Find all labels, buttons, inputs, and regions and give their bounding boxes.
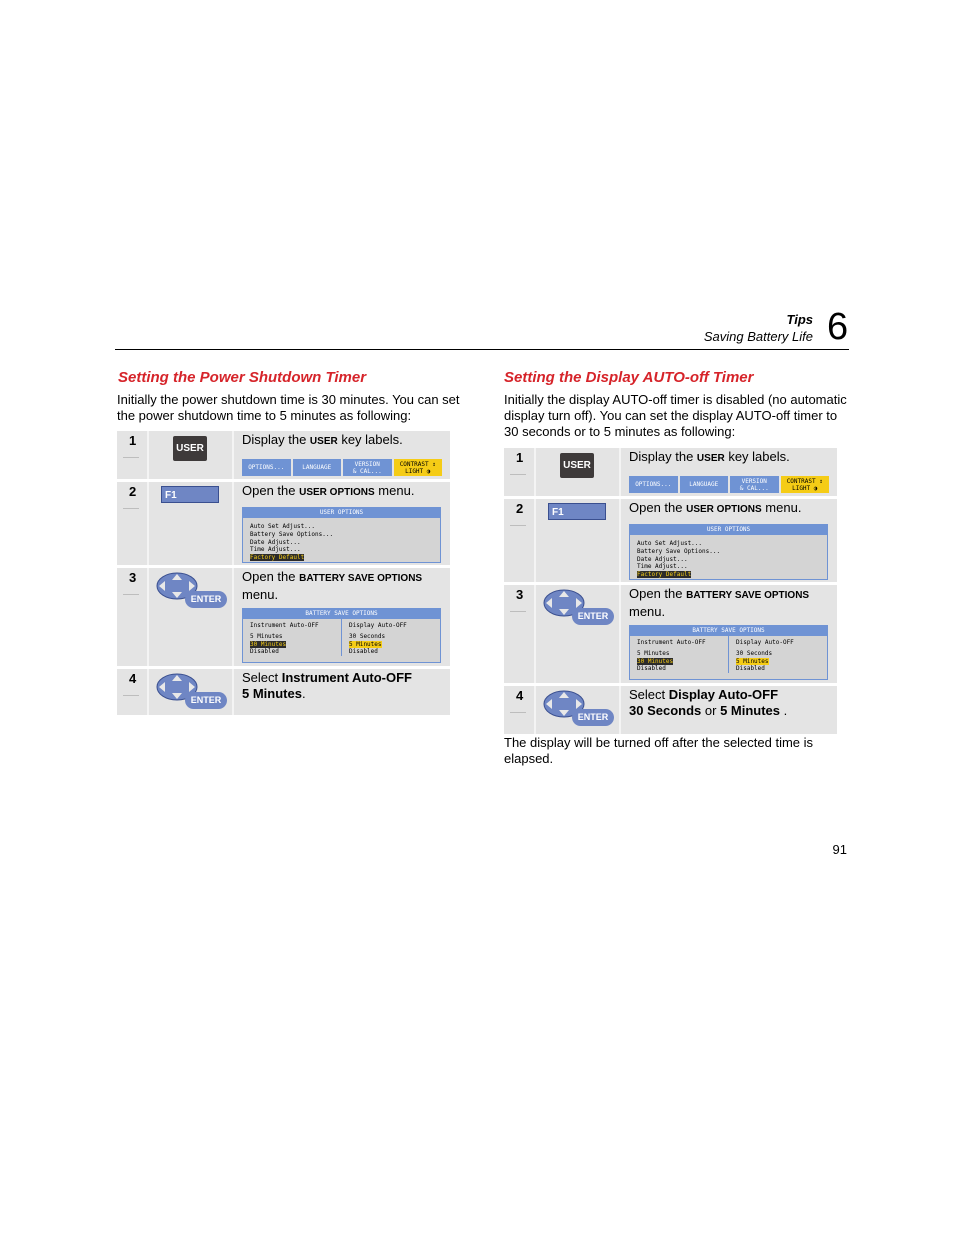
table-row xyxy=(504,448,837,499)
enter-key-icon: ENTER xyxy=(185,591,227,608)
step-number: 2 xyxy=(129,484,137,499)
enter-key-icon: ENTER xyxy=(185,692,227,709)
chapter-number: 6 xyxy=(827,306,849,348)
keybar-version: VERSION & CAL... xyxy=(730,476,779,493)
navigation-pad-icon xyxy=(542,689,614,731)
step-text: Open the BATTERY SAVE OPTIONS menu. xyxy=(629,586,810,619)
user-key-labels xyxy=(629,476,829,493)
step-text: Open the USER OPTIONS menu. xyxy=(242,483,415,498)
navigation-pad-icon xyxy=(155,571,227,613)
step-number: 4 xyxy=(129,671,137,686)
chapter-title: Tips xyxy=(786,312,813,327)
battery-save-screen: BATTERY SAVE OPTIONS Instrument Auto-OFF 5 Minutes 30 Minutes Disabled Display Auto-OFF 30 Seconds 5 Minutes Disabled xyxy=(242,608,441,663)
navigation-pad-icon xyxy=(155,672,227,714)
right-steps-table xyxy=(504,448,837,734)
left-steps-table xyxy=(117,431,450,718)
user-key-labels xyxy=(242,459,442,476)
right-intro: Initially the display AUTO-off timer is disabled (no automatic display turn off). You can set the display AUTO-off timer to 30 seconds or to 5 minutes as following: xyxy=(504,392,847,439)
navigation-pad-icon xyxy=(542,588,614,630)
step-text: Display the USER key labels. xyxy=(242,432,403,447)
left-intro: Initially the power shutdown time is 30 minutes. You can set the power shutdown time to 5 minutes as following: xyxy=(117,392,460,423)
f1-key-icon: F1 xyxy=(548,503,606,520)
user-key-icon: USER xyxy=(560,453,594,478)
user-options-screen: USER OPTIONS Auto Set Adjust... Battery Save Options... Date Adjust... Time Adjust... Factory Default xyxy=(629,524,828,580)
keybar-language: LANGUAGE xyxy=(680,476,729,493)
step-text: Open the USER OPTIONS menu. xyxy=(629,500,802,515)
keybar-options: OPTIONS... xyxy=(242,459,291,476)
step-number: 3 xyxy=(516,587,524,602)
keybar-language: LANGUAGE xyxy=(293,459,342,476)
header-rule xyxy=(115,349,849,350)
step-number: 4 xyxy=(516,688,524,703)
table-row xyxy=(117,669,450,718)
table-row xyxy=(504,686,837,734)
keybar-contrast: CONTRAST ↕ LIGHT ◑ xyxy=(394,459,443,476)
table-row xyxy=(504,585,837,686)
step-number: 1 xyxy=(129,433,137,448)
step-number: 2 xyxy=(516,501,524,516)
keybar-options: OPTIONS... xyxy=(629,476,678,493)
right-section-title: Setting the Display AUTO-off Timer xyxy=(504,369,754,386)
enter-key-icon: ENTER xyxy=(572,709,614,726)
user-options-screen: USER OPTIONS Auto Set Adjust... Battery Save Options... Date Adjust... Time Adjust... Factory Default xyxy=(242,507,441,563)
table-row xyxy=(117,482,450,568)
left-section-title: Setting the Power Shutdown Timer xyxy=(118,369,367,386)
table-row xyxy=(117,431,450,482)
step-number: 3 xyxy=(129,570,137,585)
step-text: Select Display Auto-OFF 30 Seconds or 5 Minutes . xyxy=(629,687,788,718)
step-text: Select Instrument Auto-OFF 5 Minutes. xyxy=(242,670,412,701)
battery-save-screen: BATTERY SAVE OPTIONS Instrument Auto-OFF 5 Minutes 30 Minutes Disabled Display Auto-OFF 30 Seconds 5 Minutes Disabled xyxy=(629,625,828,680)
step-text: Display the USER key labels. xyxy=(629,449,790,464)
table-row xyxy=(504,499,837,585)
table-row xyxy=(117,568,450,669)
step-text: Open the BATTERY SAVE OPTIONS menu. xyxy=(242,569,423,602)
user-key-icon: USER xyxy=(173,436,207,461)
keybar-contrast: CONTRAST ↕ LIGHT ◑ xyxy=(781,476,830,493)
page-number: 91 xyxy=(832,842,847,857)
keybar-version: VERSION & CAL... xyxy=(343,459,392,476)
step-number: 1 xyxy=(516,450,524,465)
right-footer-text: The display will be turned off after the selected time is elapsed. xyxy=(504,735,814,766)
f1-key-icon: F1 xyxy=(161,486,219,503)
enter-key-icon: ENTER xyxy=(572,608,614,625)
section-title: Saving Battery Life xyxy=(703,329,813,344)
